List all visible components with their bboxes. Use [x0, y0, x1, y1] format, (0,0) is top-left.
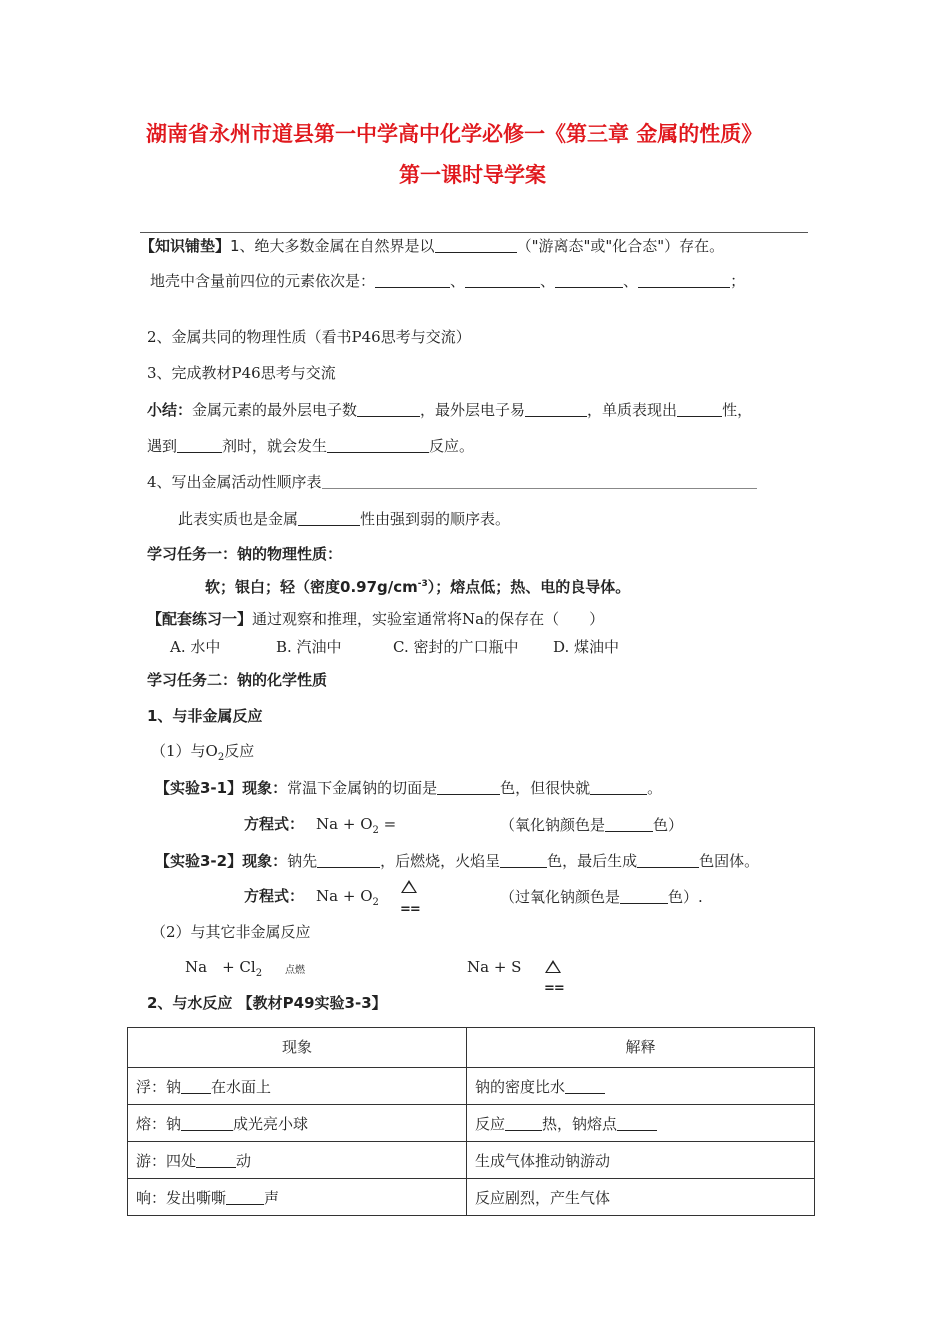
task2-sub1-a: （1）与O [151, 742, 218, 760]
cell-obs-b: 成光亮小球 [233, 1114, 309, 1133]
exp31-eq-sub: 2 [372, 825, 379, 836]
blank-move[interactable] [196, 1153, 236, 1168]
end-mark: ； [730, 272, 746, 290]
exercise1-label: 【配套练习一】 [147, 610, 253, 628]
task1-props-b: ）；熔点低；热、电的良导体。 [427, 578, 631, 596]
cell-obs-a: 熔：钠 [136, 1114, 182, 1133]
blank-na2o-color[interactable] [605, 817, 653, 832]
exp32-p3: 色，最后生成 [547, 852, 638, 870]
exp31-p1: 常温下金属钠的切面是 [287, 779, 438, 797]
task1-props-sup: -3 [417, 579, 428, 589]
task1-props-a: 软；银白；轻（密度0.97g/cm [205, 578, 418, 596]
exercise1-text: 通过观察和推理，实验室通常将Na的保存在（ ） [252, 610, 605, 628]
cell-exp [467, 1068, 815, 1105]
blank-electron-tendency[interactable] [525, 402, 587, 417]
question-4-line2 [178, 511, 510, 527]
question-4-line2b: 性由强到弱的顺序表。 [360, 510, 511, 528]
question-4-text: 4、写出金属活动性顺序表 [147, 473, 322, 491]
question-4-line2a: 此表实质也是金属 [178, 510, 299, 528]
title-line1: 湖南省永州市道县第一中学高中化学必修一《第三章 金属的性质》 [146, 122, 763, 146]
cell-obs-a: 浮：钠 [136, 1077, 182, 1096]
blank-float[interactable] [181, 1079, 211, 1094]
exp32-equation [244, 889, 379, 908]
blank-element-3[interactable] [555, 273, 623, 288]
knowledge-q1-line2: 地壳中含量前四位的元素依次是： [150, 272, 376, 290]
exp31-label: 【实验3-1】现象： [155, 779, 288, 797]
exp31-note-a: （氧化钠颜色是 [500, 816, 606, 834]
exp31-p2: 色，但很快就 [500, 779, 591, 797]
cell-obs [128, 1142, 467, 1179]
blank-cut-color[interactable] [437, 780, 500, 795]
knowledge-line2 [150, 273, 745, 289]
cell-obs-b: 声 [264, 1188, 280, 1207]
cell-obs-a: 游：四处 [136, 1151, 197, 1170]
blank-state[interactable] [435, 238, 517, 253]
blank-melt[interactable] [181, 1116, 233, 1131]
knowledge-q1-suffix: （"游离态"或"化合态"）存在。 [516, 237, 725, 255]
blank-property[interactable] [677, 402, 722, 417]
header-explanation: 解释 [467, 1028, 815, 1068]
cell-obs-a: 响：发出嘶嘶 [136, 1188, 227, 1207]
exercise1-option-a[interactable]: A. 水中 [170, 638, 221, 656]
exp31-eq-label: 方程式： [244, 815, 305, 833]
blank-melting-point[interactable] [617, 1116, 657, 1131]
summary-label: 小结： [147, 401, 193, 419]
header-phenomenon: 现象 [128, 1028, 467, 1068]
table-row [128, 1105, 815, 1142]
cell-exp [467, 1142, 815, 1179]
exercise1-option-b[interactable]: B. 汽油中 [276, 638, 342, 656]
blank-reaction[interactable] [327, 438, 429, 453]
cell-obs [128, 1179, 467, 1216]
exp32-label: 【实验3-2】现象： [155, 852, 288, 870]
exp31-equation [244, 817, 396, 836]
cell-exp-a: 反应 [475, 1114, 506, 1133]
summary-l2p3: 反应。 [429, 437, 475, 455]
task2-heading: 学习任务二：钠的化学性质 [147, 671, 328, 689]
task2-sub1-sub: 2 [217, 752, 225, 763]
cell-exp [467, 1179, 815, 1216]
exp32-p2: ，后燃烧，火焰呈 [380, 852, 501, 870]
cell-exp-a: 生成气体推动钠游动 [475, 1151, 611, 1170]
exp32-eq-sign: == [400, 902, 420, 917]
cell-exp [467, 1105, 815, 1142]
summary-l2p2: 剂时，就会发生 [222, 437, 328, 455]
exp32-eq-sub: 2 [372, 897, 379, 908]
knowledge-label: 【知识铺垫】 [140, 237, 231, 255]
sec2-heading: 2、与水反应 【教材P49实验3-3】 [147, 994, 387, 1012]
exercise1-option-c[interactable]: C. 密封的广口瓶中 [393, 638, 519, 656]
top-rule [140, 232, 808, 233]
exp32-note [500, 889, 703, 905]
task1-props [205, 580, 630, 595]
knowledge-line1 [140, 238, 724, 254]
blank-element-2[interactable] [465, 273, 540, 288]
summary-l2p1: 遇到 [147, 437, 178, 455]
blank-outer-electrons[interactable] [357, 402, 420, 417]
heat-triangle-icon-2 [545, 960, 561, 976]
heat-triangle-icon [401, 880, 417, 896]
blank-na2o2-color[interactable] [620, 889, 668, 904]
sep-2: 、 [540, 272, 556, 290]
cell-obs-b: 动 [236, 1151, 252, 1170]
exp31-eq-b: = [378, 815, 397, 833]
table-row [128, 1142, 815, 1179]
table-row [128, 1179, 815, 1216]
table-row [128, 1068, 815, 1105]
task1-heading: 学习任务一：钠的物理性质： [147, 545, 343, 563]
cell-exp-b: 热，钠熔点 [542, 1114, 618, 1133]
cell-obs [128, 1068, 467, 1105]
exercise1-question [147, 612, 604, 627]
exp31-eq-a: Na + O [316, 815, 373, 833]
exp32-note-a: （过氧化钠颜色是 [500, 888, 621, 906]
question-3: 3、完成教材P46思考与交流 [147, 364, 336, 382]
blank-solid-color[interactable] [637, 853, 699, 868]
summary-p4: 性， [722, 401, 753, 419]
task2-sub1 [151, 744, 254, 763]
blank-activity-series[interactable] [322, 474, 757, 489]
blank-heat[interactable] [505, 1116, 542, 1131]
sep-3: 、 [623, 272, 639, 290]
title-line2: 第一课时导学案 [399, 163, 546, 187]
summary-p2: ，最外层电子易 [420, 401, 526, 419]
summary-line2 [147, 438, 474, 454]
water-reaction-table [127, 1027, 815, 1216]
blank-density[interactable] [565, 1079, 605, 1094]
exp32-line [155, 853, 759, 869]
blank-element-1[interactable] [375, 273, 450, 288]
blank-change[interactable] [590, 780, 647, 795]
na-cl2-equation [185, 960, 262, 979]
exercise1-option-d[interactable]: D. 煤油中 [553, 638, 620, 656]
task2-sub1-b: 反应 [224, 742, 255, 760]
exp31-note [500, 817, 683, 833]
cell-obs [128, 1105, 467, 1142]
sep-1: 、 [450, 272, 466, 290]
na-s-eq-sign: == [544, 981, 564, 996]
knowledge-q1-prefix: 1、绝大多数金属在自然界是以 [230, 237, 435, 255]
cell-exp-a: 反应剧烈，产生气体 [475, 1188, 611, 1207]
question-2: 2、金属共同的物理性质（看书P46思考与交流） [147, 328, 471, 346]
blank-element-4[interactable] [638, 273, 730, 288]
blank-flame-color[interactable] [500, 853, 547, 868]
na-cl2-a: Na + Cl [185, 958, 256, 976]
exp31-p3: 。 [647, 779, 663, 797]
exp31-note-b: 色） [653, 816, 684, 834]
summary-p3: ，单质表现出 [587, 401, 678, 419]
summary-p1: 金属元素的最外层电子数 [192, 401, 358, 419]
blank-first-action[interactable] [317, 853, 380, 868]
blank-sound[interactable] [226, 1190, 264, 1205]
exp32-p1: 钠先 [287, 852, 318, 870]
na-s-equation: Na + S [467, 958, 522, 976]
na-cl2-sub: 2 [255, 968, 263, 979]
sub2-heading: （2）与其它非金属反应 [151, 923, 311, 941]
table-header-row [128, 1028, 815, 1068]
blank-metal-property[interactable] [298, 511, 360, 526]
ignite-condition: 点燃 [285, 965, 305, 976]
exp31-line [155, 780, 662, 796]
exp32-note-b: 色）. [668, 888, 703, 906]
exp32-p4: 色固体。 [699, 852, 760, 870]
blank-agent[interactable] [177, 438, 222, 453]
exp32-eq-label: 方程式： [244, 887, 305, 905]
cell-exp-a: 钠的密度比水 [475, 1077, 566, 1096]
cell-obs-b: 在水面上 [211, 1077, 272, 1096]
exp32-eq-a: Na + O [316, 887, 373, 905]
task2-sec1: 1、与非金属反应 [147, 707, 263, 725]
question-4 [147, 474, 757, 490]
summary-line1 [147, 402, 752, 418]
